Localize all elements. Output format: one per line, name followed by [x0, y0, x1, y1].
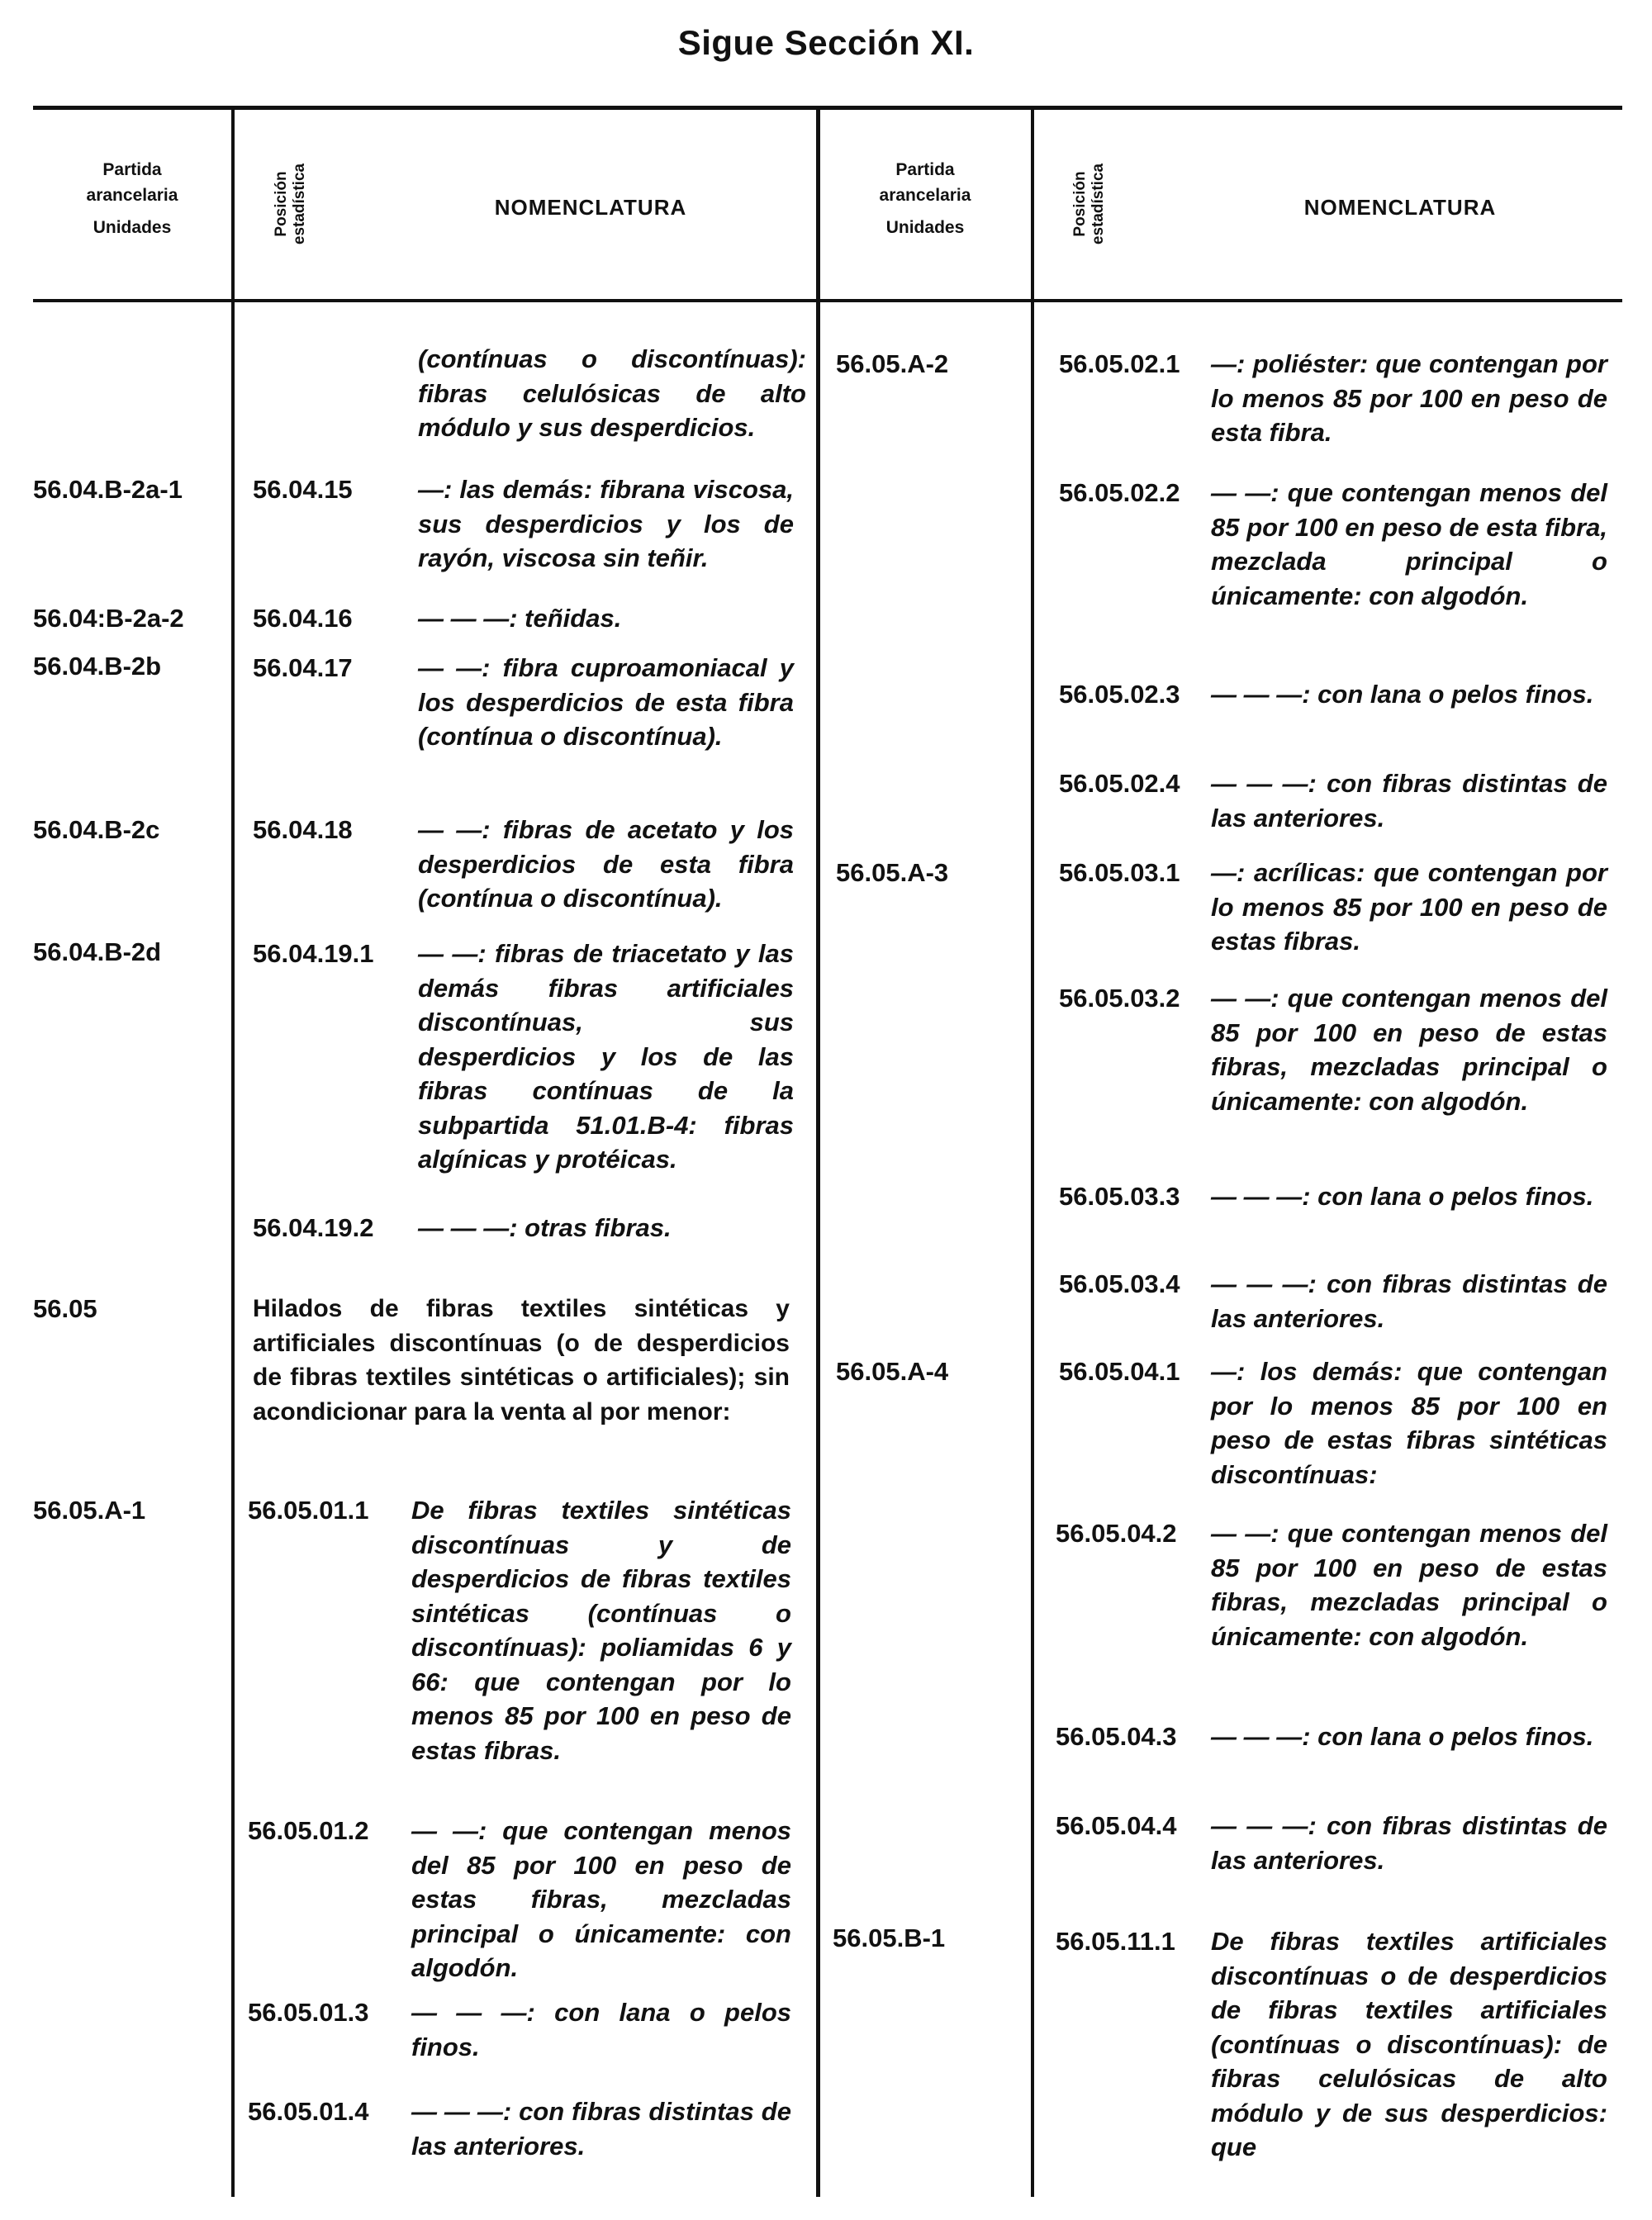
header-posicion-estadistica: Posición estadística [273, 163, 308, 245]
entry-posicion: 56.05.01.4 [248, 2097, 369, 2126]
entry-description: — — —: teñidas. [418, 604, 622, 633]
entry-posicion: 56.04.17 [253, 653, 353, 682]
header-partida-line3: Unidades [93, 218, 172, 237]
header-top-rule [33, 106, 1622, 110]
entry-description: —: los demás: que contengan por lo menos 85 por 100 en peso de estas fibras sintéticas discontínuas: [1211, 1357, 1607, 1489]
header-partida-line1: Partida [895, 160, 955, 179]
entry-posicion: 56.04.16 [253, 604, 353, 633]
entry-partida: 56.05 [33, 1294, 97, 1323]
header-partida-line1: Partida [102, 160, 162, 179]
entry-posicion: 56.05.02.1 [1059, 349, 1180, 378]
entry-posicion: 56.05.04.4 [1056, 1811, 1177, 1840]
entry-posicion: 56.05.01.2 [248, 1816, 369, 1845]
entry-description: — —: fibras de triacetato y las demás fibras artificiales discontínuas, sus desperdicios y los de las fibras contínuas de la subpartida 51.01.B-4: fibras algínicas y protéicas. [418, 939, 794, 1174]
entry-description: — — —: con fibras distintas de las anteriores. [1211, 769, 1607, 832]
entry-posicion: 56.05.03.4 [1059, 1269, 1180, 1298]
entry-partida: 56.04.B-2b [33, 652, 162, 681]
entry-description: — — —: con lana o pelos finos. [1211, 680, 1594, 709]
entry-posicion: 56.05.03.3 [1059, 1182, 1180, 1211]
entry-partida: 56.05.B-1 [833, 1924, 946, 1952]
entry-posicion: 56.05.04.2 [1056, 1519, 1177, 1548]
entry-posicion: 56.05.03.2 [1059, 984, 1180, 1013]
entry-posicion: 56.05.01.1 [248, 1496, 369, 1525]
entry-description: — —: que contengan menos del 85 por 100 en peso de estas fibras, mezcladas principal o únicamente: con algodón. [411, 1816, 791, 1982]
entry-description: — — —: con lana o pelos finos. [411, 1998, 791, 2061]
header-nomenclatura: NOMENCLATURA [1303, 195, 1497, 220]
entry-description: — —: que contengan menos del 85 por 100 en peso de estas fibras, mezcladas principal o únicamente: con algodón. [1211, 1519, 1607, 1651]
entry-partida: 56.04.B-2c [33, 815, 160, 844]
entry-partida: 56.05.A-4 [836, 1357, 949, 1386]
entry-description: — — —: con fibras distintas de las anteriores. [1211, 1269, 1607, 1333]
entry-posicion: 56.05.04.1 [1059, 1357, 1180, 1386]
entry-posicion: 56.04.19.2 [253, 1213, 374, 1242]
column-divider [1031, 107, 1034, 2197]
entry-description: — — —: otras fibras. [418, 1213, 672, 1242]
header-partida-arancelaria [33, 157, 231, 240]
entry-posicion: 56.05.02.2 [1059, 478, 1180, 507]
entry-posicion: 56.05.02.4 [1059, 769, 1180, 798]
entry-description: — — —: con lana o pelos finos. [1211, 1182, 1594, 1211]
entry-description: De fibras textiles artificiales discontínuas o de desperdicios de fibras textiles artificiales (contínuas o discontínuas): de fibras celulósicas de alto módulo y de sus desperdicios: que [1211, 1927, 1607, 2161]
entry-description: —: poliéster: que contengan por lo menos 85 por 100 en peso de esta fibra. [1211, 349, 1607, 447]
header-posicion-estadistica: Posición estadística [1071, 163, 1107, 245]
entry-description: —: las demás: fibrana viscosa, sus desperdicios y los de rayón, viscosa sin teñir. [418, 475, 794, 572]
entry-partida: 56.04.B-2d [33, 937, 162, 966]
entry-description: — — —: con lana o pelos finos. [1211, 1722, 1594, 1751]
entry-partida: 56.05.A-1 [33, 1496, 146, 1525]
entry-partida: 56.04.B-2a-1 [33, 475, 183, 504]
entry-description: — —: que contengan menos del 85 por 100 en peso de esta fibra, mezclada principal o únicamente: con algodón. [1211, 478, 1607, 610]
entry-posicion: 56.05.04.3 [1056, 1722, 1177, 1751]
entry-partida: 56.05.A-2 [836, 349, 949, 378]
entry-posicion: 56.04.18 [253, 815, 353, 844]
entry-partida: 56.04:B-2a-2 [33, 604, 184, 633]
entry-description: — — —: con fibras distintas de las anteriores. [411, 2097, 791, 2161]
entry-description: — —: fibras de acetato y los desperdicios de esta fibra (contínua o discontínua). [418, 815, 794, 913]
header-partida-line2: arancelaria [86, 186, 178, 205]
header-bottom-rule [33, 299, 1622, 302]
entry-description: Hilados de fibras textiles sintéticas y artificiales discontínuas (o de desperdicios de fibras textiles sintéticas o artificiales); sin acondicionar para la venta al por menor: [253, 1295, 790, 1425]
header-partida-line3: Unidades [885, 218, 965, 237]
entry-posicion: 56.05.02.3 [1059, 680, 1180, 709]
header-partida-line2: arancelaria [879, 186, 971, 205]
entry-description: — —: que contengan menos del 85 por 100 en peso de estas fibras, mezcladas principal o únicamente: con algodón. [1211, 984, 1607, 1116]
column-divider [231, 107, 235, 2197]
header-partida-arancelaria [818, 157, 1032, 240]
entry-posicion: 56.05.11.1 [1056, 1927, 1175, 1956]
entry-posicion: 56.05.03.1 [1059, 858, 1180, 887]
entry-description: —: acrílicas: que contengan por lo menos 85 por 100 en peso de estas fibras. [1211, 858, 1607, 956]
header-nomenclatura: NOMENCLATURA [494, 195, 687, 220]
entry-posicion: 56.04.15 [253, 475, 353, 504]
entry-description: — — —: con fibras distintas de las anteriores. [1211, 1811, 1607, 1875]
entry-description: — —: fibra cuproamoniacal y los desperdicios de esta fibra (contínua o discontínua). [418, 653, 794, 751]
entry-description: De fibras textiles sintéticas discontínuas y de desperdicios de fibras textiles sintéticas (contínuas o discontínuas): poliamidas 6 y 66: que contengan por lo menos 85 por 100 en peso de estas fibras. [411, 1496, 791, 1765]
entry-posicion: 56.05.01.3 [248, 1998, 369, 2027]
entry-posicion: 56.04.19.1 [253, 939, 374, 968]
column-divider [816, 107, 820, 2197]
entry-description: (contínuas o discontínuas): fibras celulósicas de alto módulo y sus desperdicios. [418, 344, 806, 442]
entry-partida: 56.05.A-3 [836, 858, 949, 887]
page-title: Sigue Sección XI. [677, 23, 975, 62]
